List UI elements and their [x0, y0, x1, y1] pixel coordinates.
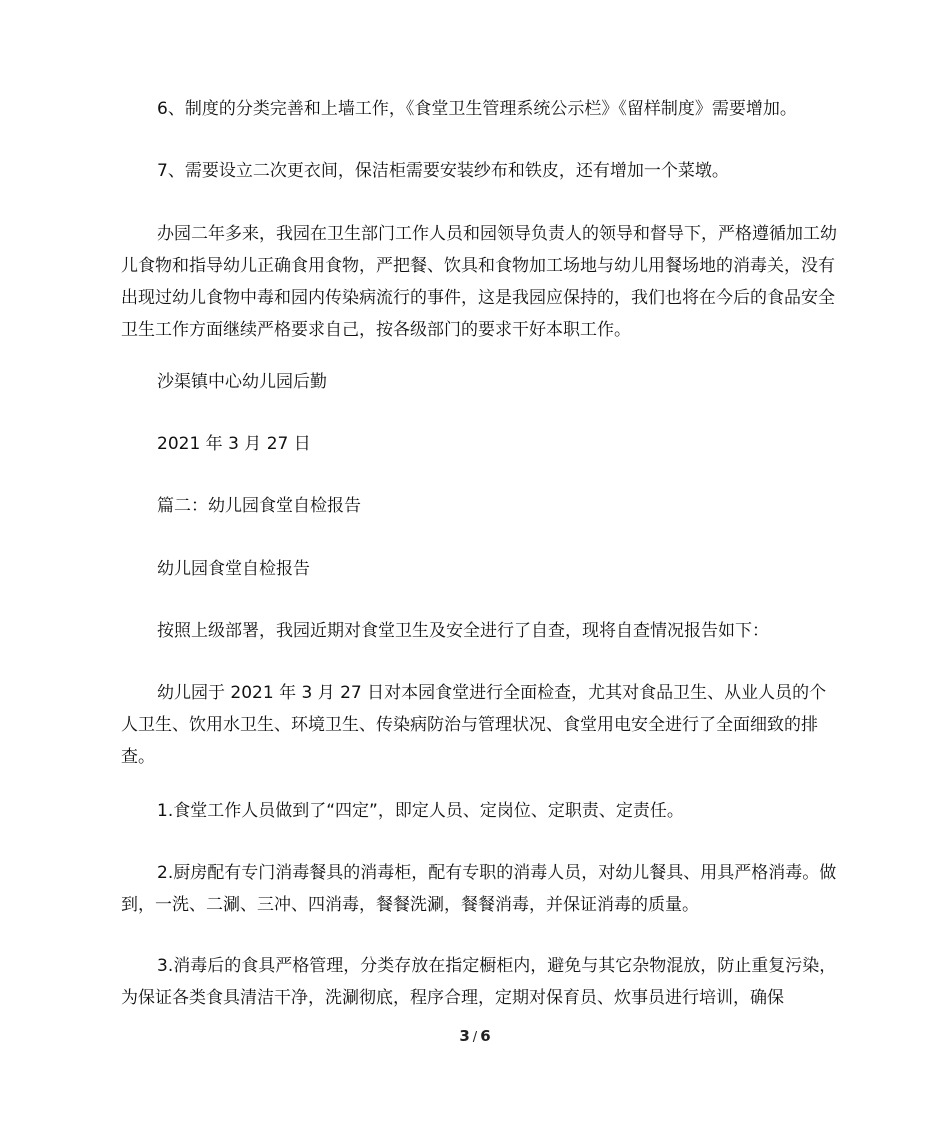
- report-title: 幼儿园食堂自检报告: [157, 559, 310, 579]
- paragraph-summary: 办园二年多来，我园在卫生部门工作人员和园领导负责人的领导和督导下，严格遵循加工幼儿食物和指导幼儿正确食用食物，严把餐、饮具和食物加工场地与幼儿用餐场地的消毒关，没有出现过幼儿食物中毒和园内传染病流行的事件，这是我园应保持的，我们也将在今后的食品安全卫生工作方面继续严格要求自己，按各级部门的要求干好本职工作。: [121, 224, 837, 340]
- signature-date: 2021 年 3 月 27 日: [157, 434, 311, 454]
- signature-organization: 沙渠镇中心幼儿园后勤: [157, 372, 327, 392]
- total-pages-number: 6: [480, 1027, 491, 1045]
- paragraph-item-6: 6、制度的分类完善和上墙工作，《食堂卫生管理系统公示栏》《留样制度》需要增加。: [157, 99, 797, 119]
- paragraph-point-3: 3.消毒后的食具严格管理，分类存放在指定橱柜内，避免与其它杂物混放，防止重复污染，为保证各类食具清洁干净，洗涮彻底，程序合理，定期对保育员、炊事员进行培训，确保: [121, 956, 837, 1008]
- paragraph-inspection: 幼儿园于 2021 年 3 月 27 日对本园食堂进行全面检查，尤其对食品卫生、从业人员的个人卫生、饮用水卫生、环境卫生、传染病防治与管理状况、食堂用电安全进行了全面细致的排查。: [121, 683, 827, 767]
- paragraph-item-7: 7、需要设立二次更衣间，保洁柜需要安装纱布和铁皮，还有增加一个菜墩。: [157, 161, 729, 181]
- paragraph-point-1: 1.食堂工作人员做到了“四定”，即定人员、定岗位、定职责、定责任。: [157, 801, 684, 821]
- page-number: [0, 1027, 950, 1045]
- paragraph-intro: 按照上级部署，我园近期对食堂卫生及安全进行了自查，现将自查情况报告如下：: [157, 621, 769, 641]
- section-heading: 篇二：幼儿园食堂自检报告: [157, 496, 361, 516]
- page-number-separator: /: [472, 1030, 478, 1045]
- paragraph-point-2: 2.厨房配有专门消毒餐具的消毒柜，配有专职的消毒人员，对幼儿餐具、用具严格消毒。做到，一洗、二涮、三冲、四消毒，餐餐洗涮，餐餐消毒，并保证消毒的质量。: [121, 863, 837, 915]
- current-page-number: 3: [459, 1027, 470, 1045]
